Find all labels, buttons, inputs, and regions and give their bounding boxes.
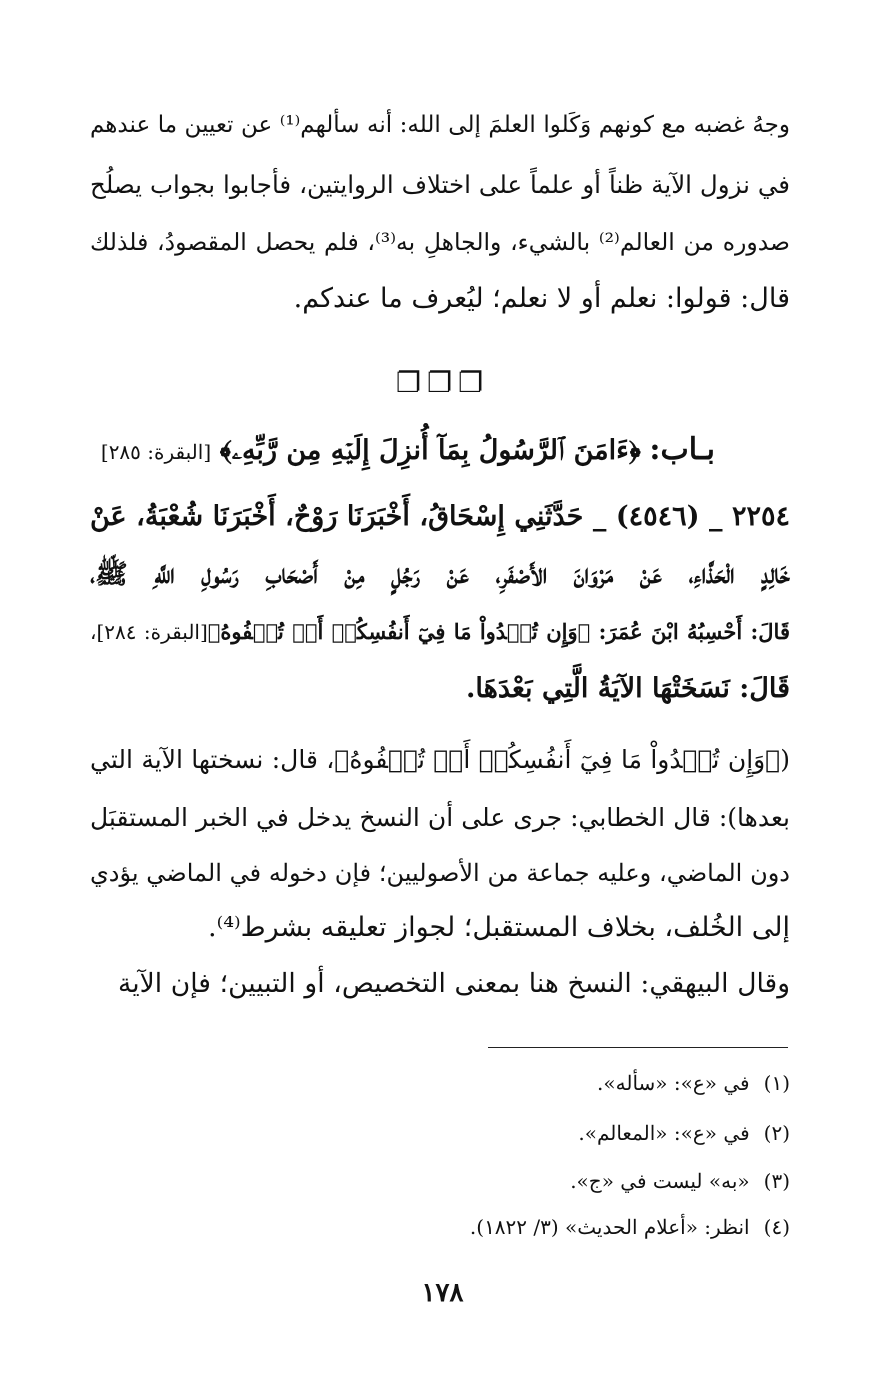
footnote-1-text: في «ع»: «سأله».: [597, 1071, 750, 1095]
hadith-line-3: [90, 612, 790, 652]
commentary2-line-1: وقال البيهقي: النسخ هنا بمعنى التخصيص، أو التبيين؛ فإن الآية: [118, 968, 790, 999]
footnote-divider: [488, 1047, 788, 1048]
section-separator: ❐❐❐: [395, 366, 490, 399]
paragraph1-line-4: قال: قولوا: نعلم أو لا نعلم؛ ليُعرف ما عندكم.: [293, 283, 790, 314]
chapter-heading: [101, 430, 715, 472]
commentary1-line-4: إلى الخُلف، بخلاف المستقبل؛ لجواز تعليقه بشرط⁽⁴⁾.: [208, 912, 790, 943]
hadith-inline-reference: [البقرة: ٢٨٤]،: [90, 620, 208, 644]
commentary1-line-2: بعدها): قال الخطابي: جرى على أن النسخ يدخل في الخبر المستقبَل: [90, 803, 790, 832]
footnote-2: [578, 1118, 790, 1148]
footnote-3: [570, 1166, 790, 1196]
footnote-2-text: في «ع»: «المعالم».: [578, 1121, 750, 1145]
footnote-4-text: انظر: «أعلام الحديث» (٣/ ١٨٢٢).: [469, 1215, 750, 1239]
chapter-label: بـاب:: [649, 432, 715, 467]
commentary1-line-3: دون الماضي، وعليه جماعة من الأصوليين؛ فإن دخوله في الماضي يؤدي: [90, 859, 790, 887]
footnote-2-number: (٢): [763, 1121, 790, 1145]
paragraph1-line-1: وجهُ غضبه مع كونهم وَكَلوا العلمَ إلى الله: أنه سألهم⁽¹⁾ عن تعيين ما عندهم: [90, 112, 791, 138]
hadith-line-2: خَالِدٍ الْحَذَّاءِ، عَنْ مَرْوَانَ الأَصْفَرِ، عَنْ رَجُلٍ مِنْ أَصْحَابِ رَسُولِ اللَّهِ ﷺ،: [90, 559, 790, 590]
hadith-line-3-text: قَالَ: أَحْسِبُهُ ابْنَ عُمَرَ: ﴿وَإِن تُبۡدُواْ مَا فِيٓ أَنفُسِكُمۡ أَوۡ تُخۡفُوهُ﴾: [207, 619, 790, 644]
footnote-3-number: (٣): [763, 1169, 790, 1193]
page-number: ١٧٨: [421, 1278, 464, 1308]
paragraph1-line-2: في نزول الآية ظناً أو علماً على اختلاف الروايتين، فأجابوا بجواب يصلُح: [90, 170, 790, 199]
footnote-1: [597, 1068, 790, 1098]
footnote-4: [470, 1212, 790, 1242]
commentary1-line-1: (﴿وَإِن تُبۡدُواْ مَا فِيٓ أَنفُسِكُمۡ أَوۡ تُخۡفُوهُ﴾، قال: نسختها الآية التي: [90, 745, 790, 774]
footnote-3-text: «به» ليست في «ج».: [570, 1169, 750, 1193]
hadith-line-1: ٢٢٥٤ _ (٤٥٤٦) _ حَدَّثَنِي إِسْحَاقُ، أَخْبَرَنَا رَوْحٌ، أَخْبَرَنَا شُعْبَةُ، عَنْ: [90, 501, 790, 532]
hadith-line-4: قَالَ: نَسَخَتْهَا الآيَةُ الَّتِي بَعْدَهَا.: [465, 673, 790, 704]
footnote-1-number: (١): [763, 1071, 790, 1095]
footnote-4-number: (٤): [763, 1215, 790, 1239]
chapter-verse-reference: [البقرة: ٢٨٥]: [100, 440, 212, 464]
chapter-verse: ﴿ءَامَنَ ٱلرَّسُولُ بِمَآ أُنزِلَ إِلَيۡهِ مِن رَّبِّهِۦ﴾: [219, 435, 641, 466]
paragraph1-line-3: صدوره من العالم⁽²⁾ بالشيء، والجاهلِ به⁽³⁾، فلم يحصل المقصودُ، فلذلك: [90, 228, 790, 256]
